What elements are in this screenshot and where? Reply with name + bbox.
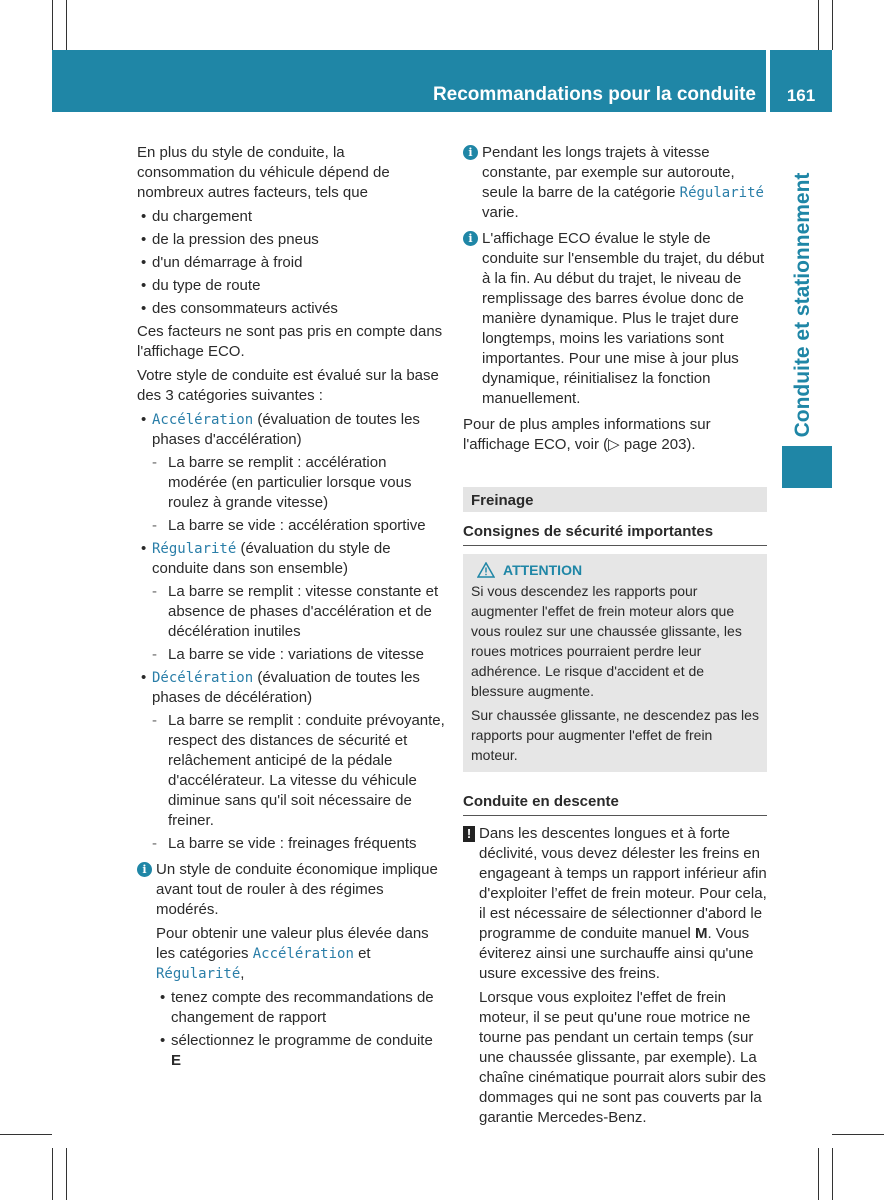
left-column [137, 143, 445, 1077]
crop-mark [832, 1134, 884, 1135]
descent-heading: Conduite en descente [463, 792, 767, 816]
list-item: • du chargement [137, 207, 445, 227]
more-info-paragraph: Pour de plus amples informations sur l'affichage ECO, voir (▷ page 203). [463, 416, 711, 453]
list-item: - La barre se remplit : vitesse constante et absence de phases d'accélération et de décélération inutiles [152, 582, 445, 642]
higher-value-paragraph [156, 924, 445, 984]
info-text-end: varie. [482, 204, 519, 221]
warning-title-text: ATTENTION [503, 562, 583, 578]
list-item [156, 1031, 445, 1071]
info-note [137, 860, 445, 1071]
category-details [152, 711, 445, 854]
list-item: - La barre se vide : freinages fréquents [152, 834, 445, 854]
crop-mark [52, 1148, 53, 1200]
info-icon: i [463, 231, 478, 246]
caution-text: Lorsque vous exploitez l'effet de frein moteur, il se peut qu'une roue motrice ne tourne pas pendant un certain temps (sur une chaussée glissante, par exemple). La chaîne cinématique pourrait alors subir des dommages qui ne sont pas couverts par la garantie Mercedes-Benz. [479, 989, 766, 1126]
list-item: - La barre se remplit : conduite prévoyante, respect des distances de sécurité et relâchement anticipé de la pédale d'accélérateur. La vitesse du véhicule diminue sans qu'il soit nécessaire de freiner. [152, 711, 445, 831]
exclamation-icon: ! [463, 826, 475, 842]
warning-box [463, 554, 767, 772]
header-bar [52, 50, 766, 112]
crop-mark [66, 0, 67, 50]
caution-note [463, 824, 767, 1128]
advice-list [156, 988, 445, 1071]
category-name: Décélération [152, 670, 254, 686]
advice-text: sélectionnez le programme de conduite [171, 1032, 433, 1049]
category-details [152, 582, 445, 665]
caution-text [479, 824, 767, 984]
category-name: Régularité [152, 541, 237, 557]
higher-and: et [358, 945, 371, 962]
category-item [137, 539, 445, 665]
page-number-box [770, 50, 832, 112]
page-number: 161 [786, 86, 816, 105]
warning-triangle-icon [477, 562, 495, 578]
style-eval-paragraph: Votre style de conduite est évalué sur la base des 3 catégories suivantes : [137, 367, 439, 404]
crop-mark [0, 1134, 52, 1135]
category-list [137, 410, 445, 854]
crop-mark [832, 0, 833, 50]
category-name: Régularité [156, 966, 241, 982]
section-heading: Freinage [463, 487, 767, 512]
category-name: Accélération [252, 946, 354, 962]
crop-mark [818, 1148, 819, 1200]
factor-list [137, 207, 445, 319]
list-item: - La barre se vide : accélération sportive [152, 516, 445, 536]
intro-paragraph: En plus du style de conduite, la consommation du véhicule dépend de nombreux autres facteurs, tels que [137, 144, 390, 201]
info-text: Pendant les longs trajets à vitesse constante, par exemple sur autoroute, seule la barre de la catégorie [482, 144, 735, 201]
list-item: • du type de route [137, 276, 445, 296]
category-name: Accélération [152, 412, 254, 428]
category-desc: (évaluation de toutes les phases de décélération) [152, 669, 420, 706]
caution-text-pre: Dans les descentes longues et à forte déclivité, vous devez délester les freins en engageant à temps un rapport inférieur afin d'exploiter l’effet de frein moteur. Pour cela, il est nécessaire de sélectionner d'abord le programme de conduite manuel [479, 825, 767, 942]
not-counted-paragraph: Ces facteurs ne sont pas pris en compte dans l'affichage ECO. [137, 323, 443, 360]
list-item: • tenez compte des recommandations de changement de rapport [156, 988, 445, 1028]
list-item: - La barre se vide : variations de vitesse [152, 645, 445, 665]
list-item: - La barre se remplit : accélération modérée (en particulier lorsque vous roulez à grande vitesse) [152, 453, 445, 513]
info-text: Un style de conduite économique implique avant tout de rouler à des régimes modérés. [156, 861, 438, 918]
category-desc: (évaluation du style de conduite dans son ensemble) [152, 540, 391, 577]
warning-text: Sur chaussée glissante, ne descendez pas les rapports pour augmenter l'effet de frein moteur. [471, 707, 759, 763]
list-item: • d'un démarrage à froid [137, 253, 445, 273]
info-note [463, 143, 767, 223]
crop-mark [52, 0, 53, 50]
info-note [463, 229, 767, 409]
info-icon: i [137, 862, 152, 877]
chapter-marker [782, 446, 832, 488]
mode-label: M [694, 925, 708, 942]
mode-label: E [171, 1052, 182, 1069]
crop-mark [818, 0, 819, 50]
safety-heading: Consignes de sécurité importantes [463, 522, 767, 546]
page-title: Recommandations pour la conduite [432, 84, 756, 105]
category-item [137, 410, 445, 536]
list-item: • des consommateurs activés [137, 299, 445, 319]
right-column [463, 143, 767, 1132]
crop-mark [832, 1148, 833, 1200]
list-item: • de la pression des pneus [137, 230, 445, 250]
category-name: Régularité [679, 185, 764, 201]
category-desc: (évaluation de toutes les phases d'accélération) [152, 411, 420, 448]
warning-title [471, 560, 759, 580]
higher-post: , [240, 965, 245, 982]
info-icon: i [463, 145, 478, 160]
info-text: L'affichage ECO évalue le style de conduite sur l'ensemble du trajet, du début à la fin. Au début du trajet, le niveau de remplissage des barres évolue donc de manière dynamique. Plus le trajet dure longtemps, moins les variations sont importantes. Pour une mise à jour plus dynamique, réinitialisez la fonction manuellement. [482, 230, 765, 407]
category-item [137, 668, 445, 854]
category-details [152, 453, 445, 536]
caution-text-post: . Vous éviterez ainsi une surchauffe ainsi qu'une usure excessive des freins. [479, 925, 754, 982]
crop-mark [66, 1148, 67, 1200]
higher-pre: Pour obtenir une valeur plus élevée dans les catégories [156, 925, 429, 962]
warning-text: Si vous descendez les rapports pour augmenter l'effet de frein moteur alors que vous roulez sur une chaussée glissante, les roues motrices pourraient perdre leur adhérence. Le risque d'accident et de blessure augmente. [471, 583, 742, 699]
chapter-tab [778, 170, 828, 440]
chapter-tab-label: Conduite et stationnement [791, 172, 814, 438]
